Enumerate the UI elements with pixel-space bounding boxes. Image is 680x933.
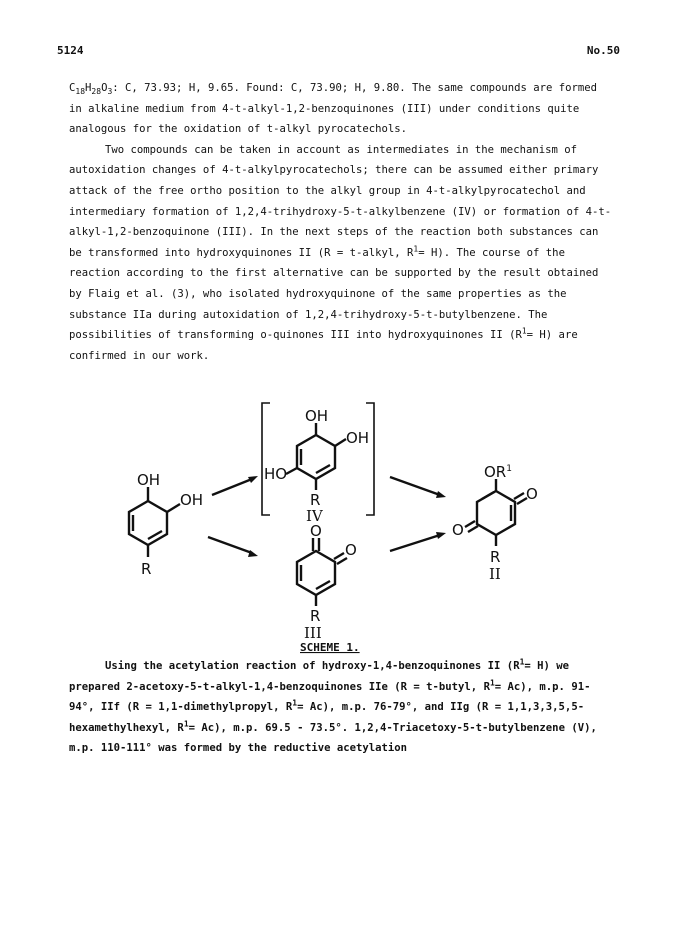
o-label: O (310, 522, 322, 540)
r-label: R (310, 607, 321, 625)
ho-label: HO (264, 465, 288, 483)
oh-label: OH (346, 429, 370, 447)
oh-label: OH (137, 471, 161, 489)
compound-label-ii: II (489, 565, 501, 583)
paragraph-acetylation: Using the acetylation reaction of hydroxy-1,4-benzoquinones II $(R^1= H)$ we prepared 2-acetoxy-5-t-alkyl-1,4-benzoquinones IIe (R = t-butyl, $R^1= Ac$), m.p. 91-94°, IIf (R = 1,1-dimethylpropyl, $R^1= Ac$), m.p. 76-79°, and IIg (R = 1,1,3,3,5,5-hexamethylhexyl, $R^1= Ac$), m.p. 69.5 - 73.5°. 1,2,4-Triacetoxy-5-t-butylbenzene (V), m.p. 110-111° was formed by the reductive acetylation (69, 657, 597, 755)
body-text-top (69, 78, 614, 366)
o-label: O (452, 521, 464, 539)
compound-iv-structure (264, 407, 369, 525)
r-label: R (141, 560, 152, 578)
reaction-arrow (390, 477, 446, 498)
reaction-arrow (212, 476, 258, 495)
r-label: R (310, 491, 321, 509)
body-text-bottom (69, 656, 614, 759)
or1-label: $OR^1$ (484, 463, 512, 481)
scheme-caption: SCHEME 1. (300, 641, 360, 654)
compound-label-iii: III (304, 624, 322, 642)
issue-number: No.50 (586, 44, 620, 57)
page-number: 5124 (57, 44, 84, 57)
oh-label: OH (180, 491, 204, 509)
compound-label-iv: IV (306, 507, 323, 525)
pyrocatechol-structure (129, 471, 203, 578)
reaction-scheme (0, 395, 680, 655)
oh-label: OH (305, 407, 329, 425)
paragraph-mechanism: Two compounds can be taken in account as intermediates in the mechanism of autoxidation changes of 4-t-alkylpyrocatechols; there can be assumed either primary attack of the free ortho position to the alkyl group in 4-t-alkylpyrocatechol and intermediary formation of 1,2,4-trihydroxy-5-t-alkylbenzene (IV) or formation of 4-t-alkyl-1,2-benzoquinone (III). In the next steps of the reaction both substances can be transformed into hydroxyquinones II (R = t-alkyl, $R^1= H$). The course of the reaction according to the first alternative can be supported by the result obtained by Flaig et al. (3), who isolated hydroxyquinone of the same properties as the substance IIa during autoxidation of 1,2,4-trihydroxy-5-t-butylbenzene. The possibilities of transforming o-quinones III into hydroxyquinones II $(R^1= H)$ are confirmed in our work. (69, 143, 612, 362)
reaction-arrow (390, 532, 446, 551)
paragraph-analysis: $C_{18}H_{28}O_3$: C, 73.93; H, 9.65. Found: C, 73.90; H, 9.80. The same compounds are formed in alkaline medium from 4-t-alkyl-1,2-benzoquinones (III) under conditions quite analogous for the oxidation of t-alkyl pyrocatechols. (69, 82, 598, 136)
compound-iii-structure (297, 522, 357, 642)
r-label: R (490, 548, 501, 566)
compound-ii-structure (452, 463, 538, 583)
o-label: O (526, 485, 538, 503)
reaction-arrow (208, 537, 258, 557)
o-label: O (345, 541, 357, 559)
